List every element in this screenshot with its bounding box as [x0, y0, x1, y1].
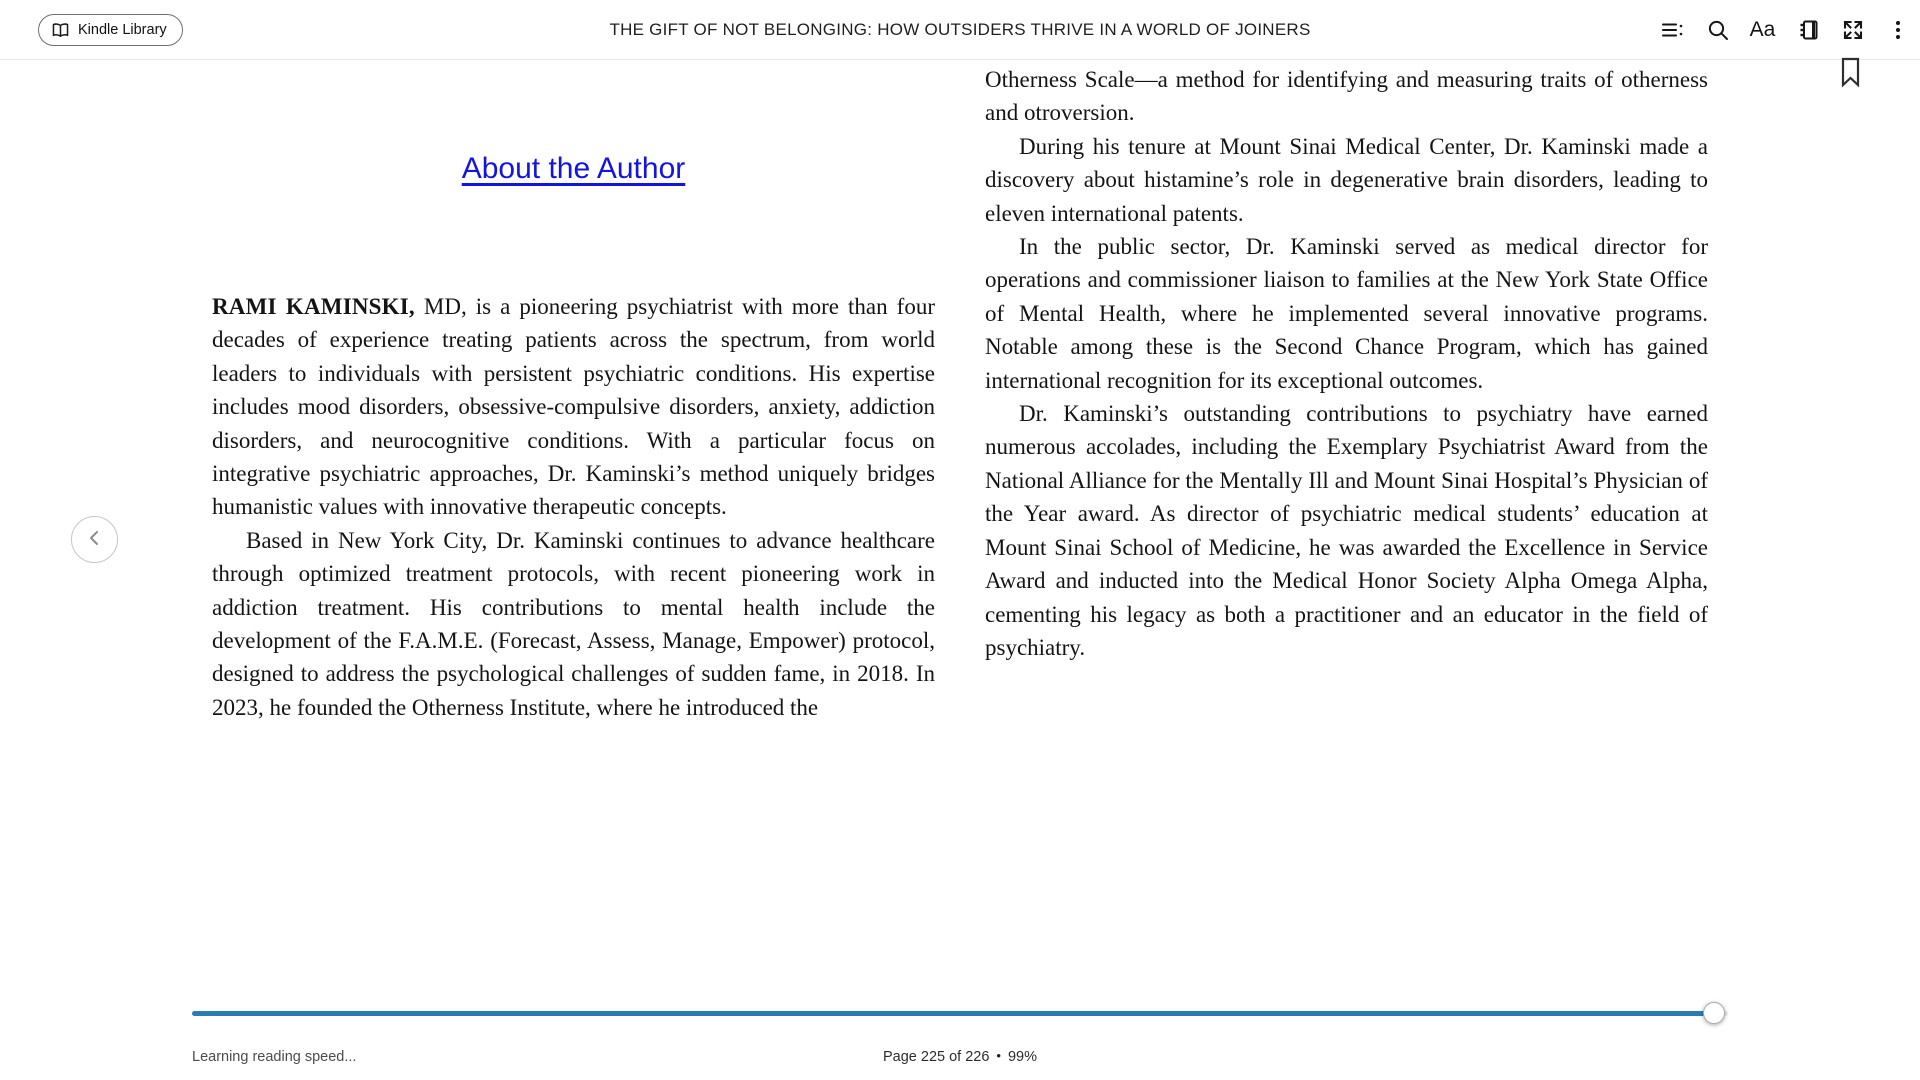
search-button[interactable]	[1705, 0, 1730, 60]
reading-speed-status: Learning reading speed...	[192, 1049, 357, 1065]
reading-progress-slider[interactable]	[192, 1011, 1728, 1016]
bookmark-icon	[1840, 75, 1861, 92]
chevron-left-icon	[82, 525, 108, 554]
chapter-heading-link[interactable]: About the Author	[461, 152, 686, 185]
percent-read-label: 99%	[1007, 1049, 1038, 1065]
right-text-column	[985, 63, 1708, 664]
font-settings-button[interactable]	[1750, 0, 1775, 60]
kindle-library-button[interactable]	[38, 14, 183, 46]
open-book-icon	[51, 22, 70, 39]
page-layout-icon	[1796, 18, 1820, 42]
fullscreen-button[interactable]	[1840, 0, 1865, 60]
more-menu-icon	[1886, 18, 1910, 42]
more-menu-button[interactable]	[1885, 0, 1910, 60]
kindle-library-label: Kindle Library	[78, 22, 167, 38]
page-layout-button[interactable]	[1795, 0, 1820, 60]
author-bio-paragraph-2: Based in New York City, Dr. Kaminski continues to advance healthcare through optimized treatment protocols, with recent pioneering work in addiction treatment. His contributions to mental health include the development of the F.A.M.E. (Forecast, Assess, Manage, Empower) protocol, designed to address the psychological challenges of sudden fame, in 2018. In 2023, he founded the Otherness Institute, where he introduced the	[212, 527, 935, 720]
reading-progress-fill	[192, 1011, 1714, 1016]
author-bio-paragraph-1-text: MD, is a pioneering psychiatrist with more than four decades of experience treating patients across the spectrum, from world leaders to individuals with persistent psychiatric conditions. His expertise includes mood disorders, obsessive-compulsive disorders, anxiety, addiction disorders, and neurocognitive conditions. With a particular focus on integrative psychiatric approaches, Dr. Kaminski’s method uniquely bridges humanistic values with innovative therapeutic concepts.	[212, 294, 935, 520]
bookmark-button[interactable]	[1840, 57, 1861, 93]
font-settings-icon: Aa	[1749, 18, 1776, 41]
author-bio-paragraph-3: Otherness Scale—a method for identifying and measuring traits of otherness and otroversion.	[985, 67, 1708, 126]
previous-page-button[interactable]	[71, 516, 118, 563]
author-bio-paragraph-6: Dr. Kaminski’s outstanding contributions to psychiatry have earned numerous accolades, including the Exemplary Psychiatrist Award from the National Alliance for the Mentally Ill and Mount Sinai Hospital’s Physician of the Year award. As director of psychiatric medical students’ education at Mount Sinai School of Medicine, he was awarded the Excellence in Service Award and inducted into the Medical Honor Society Alpha Omega Alpha, cementing his legacy as both a practitioner and an educator in the field of psychiatry.	[985, 401, 1708, 660]
page-indicator	[0, 1049, 1920, 1065]
toc-notes-button[interactable]	[1660, 0, 1685, 60]
toc-icon	[1660, 18, 1685, 42]
bullet-separator: •	[996, 1048, 1001, 1063]
search-icon	[1706, 18, 1730, 42]
fullscreen-icon	[1841, 18, 1865, 42]
author-bio-paragraph-5: In the public sector, Dr. Kaminski served as medical director for operations and commissioner liaison to families at the New York State Office of Mental Health, where he implemented several innovative programs. Notable among these is the Second Chance Program, which has gained international recognition for its exceptional outcomes.	[985, 234, 1708, 393]
author-bio-paragraph-4: During his tenure at Mount Sinai Medical Center, Dr. Kaminski made a discovery about histamine’s role in degenerative brain disorders, leading to eleven international patents.	[985, 133, 1708, 226]
reading-progress-handle[interactable]	[1703, 1002, 1725, 1024]
page-number-label: Page 225 of 226	[882, 1049, 990, 1065]
book-title: THE GIFT OF NOT BELONGING: HOW OUTSIDERS THRIVE IN A WORLD OF JOINERS	[609, 20, 1311, 39]
left-text-column	[212, 0, 935, 724]
author-name-bold: RAMI KAMINSKI,	[212, 294, 415, 319]
author-bio-paragraph-1	[212, 290, 935, 524]
toolbar-icon-row	[1660, 0, 1910, 60]
